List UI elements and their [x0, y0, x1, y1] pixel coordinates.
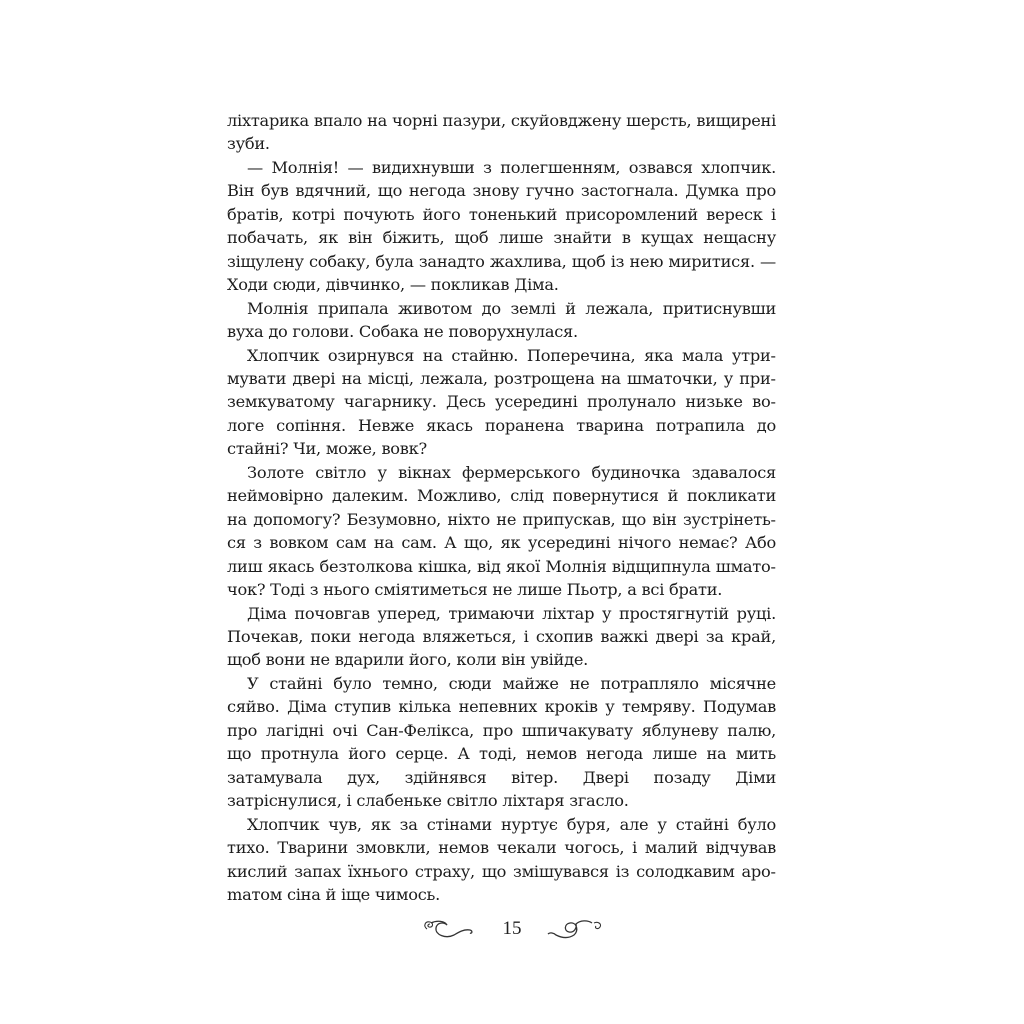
paragraph-4: Хлопчик озирнувся на стайню. Поперечина, яка мала утримувати двері на місці, лежала, розтрощена на шматочки, у приземкуватому чагарнику. Десь усередині пролунало низьке вологе сопіння. Невже якась поранена тварина потрапила до стайні? Чи, може, вовк?	[227, 345, 776, 459]
paragraph-8: Хлопчик чув, як за стінами нуртує буря, але у стайні було тихо. Тварини змовкли, немов чекали чогось, і малий відчував кислий запах їхнього страху, що змішувався із солодкавим ароmатом сіна й іще чимось.	[227, 814, 776, 904]
paragraph-5: Золоте світло у вікнах фермерського будиночка здавалося неймовірно далеким. Можливо, слід повернутися й покликати на допомогу? Безумовно, ніхто не припускав, що він зустрінеться з вовком сам на сам. А що, як усередині нічого немає? Або лиш якась безтолкова кішка, від якої Молнія відщипнула шматочок? Тоді з нього сміятиметься не лише Пьотр, а всі брати.	[227, 462, 776, 600]
page-body	[227, 109, 776, 906]
paragraph-6: Діма почовгав уперед, тримаючи ліхтар у простягнутій руці. Почекав, поки негода вляжеться, і схопив важкі двері за край, щоб вони не вдарили його, коли він увійде.	[227, 603, 776, 670]
paragraph-3: Молнія припала животом до землі й лежала, притиснувши вуха до голови. Собака не поворухнулася.	[227, 298, 776, 342]
paragraph-7: У стайні було темно, сюди майже не потрапляло місячне сяйво. Діма ступив кілька непевних кроків у темряву. Подумав про лагідні очі Сан-Фелікса, про шпичакувату яблуневу палю, що протнула його серце. А тоді, немов негода лише на мить затамувала дух, здійнявся вітер. Двері позаду Діми затріснулися, і слабеньке світло ліхтаря згасло.	[227, 673, 776, 811]
paragraph-1: ліхтарика впало на чорні пазури, скуйовджену шерсть, вищирені зуби.	[227, 111, 776, 154]
page-number: 15	[502, 918, 522, 939]
page-footer	[0, 914, 1024, 944]
paragraph-2: — Молнія! — видихнувши з полегшенням, озвався хлопчик. Він був вдячний, що негода знову гучно застогнала. Думка про братів, котрі почують його тоненький присоромлений вереск і побачать, як він біжить, щоб лише знайти в кущах нещасну зіщулену собаку, була занадто жахлива, щоб із нею миритися. — Ходи сюди, дівчинко, — покликав Діма.	[227, 157, 776, 295]
flourish-left-icon	[419, 917, 481, 941]
flourish-right-icon	[544, 917, 606, 941]
